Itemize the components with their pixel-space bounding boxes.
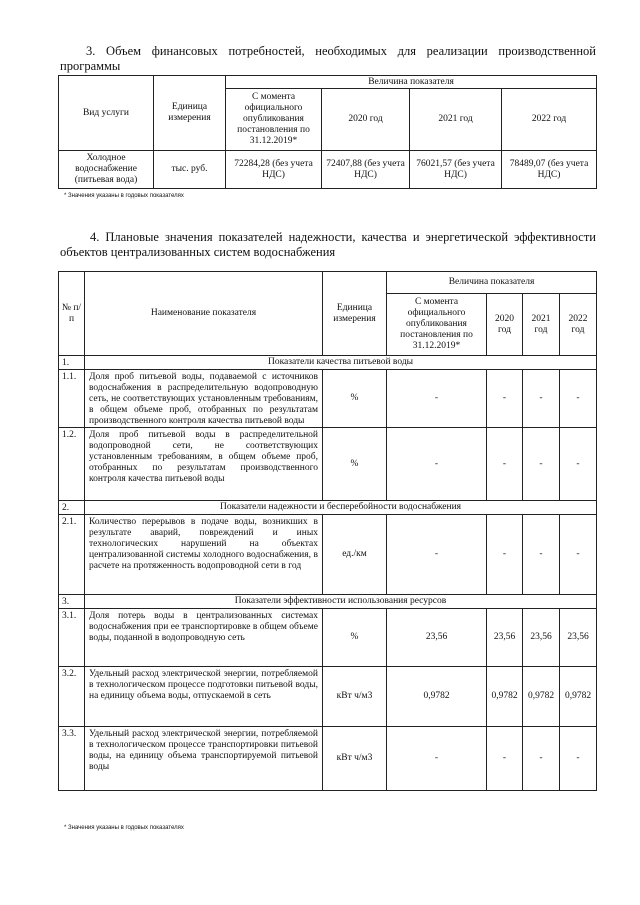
row-unit: ед./км [323, 515, 387, 595]
row-unit: % [323, 370, 387, 428]
row-since: 23,56 [387, 609, 487, 667]
header-2022: 2022 год [560, 294, 597, 356]
header-since: С момента официального опубликования постановления по 31.12.2019* [226, 89, 322, 151]
row-since: - [387, 428, 487, 501]
row-num: 1.1. [59, 370, 85, 428]
cell-since: 72284,28 (без учета НДС) [226, 151, 322, 189]
row-unit: кВт ч/м3 [323, 667, 387, 727]
row-num: 2.1. [59, 515, 85, 595]
row-num: 3.3. [59, 727, 85, 791]
table-row [59, 727, 597, 791]
cell-2021: 76021,57 (без учета НДС) [410, 151, 502, 189]
row-unit: % [323, 609, 387, 667]
row-since: - [387, 515, 487, 595]
row-name: Доля проб питьевой воды в распределительной водопроводной сети, не соответствующих установленным требованиям, в общем объеме проб, отобранных по результатам производственного контроля качества питьевой воды [85, 428, 323, 501]
row-2020: - [487, 370, 523, 428]
table-row [59, 515, 597, 595]
header-2021: 2021 год [523, 294, 560, 356]
header-2020: 2020 год [322, 89, 410, 151]
row-num: 1.2. [59, 428, 85, 501]
header-unit: Единица измерения [154, 76, 226, 151]
row-2021: 23,56 [523, 609, 560, 667]
row-2020: - [487, 515, 523, 595]
row-2020: 0,9782 [487, 667, 523, 727]
row-2022: - [560, 727, 597, 791]
header-2021: 2021 год [410, 89, 502, 151]
header-2022: 2022 год [502, 89, 597, 151]
row-2021: - [523, 515, 560, 595]
header-service: Вид услуги [59, 76, 154, 151]
row-2022: - [560, 428, 597, 501]
cell-service: Холодное водоснабжение (питьевая вода) [59, 151, 154, 189]
row-2022: - [560, 515, 597, 595]
section-3-title: 3. Объем финансовых потребностей, необходимых для реализации производственной программы [60, 44, 596, 73]
footnote: * Значения указаны в годовых показателях [64, 825, 184, 831]
section-num: 3. [59, 595, 85, 609]
row-2021: - [523, 727, 560, 791]
header-unit: Единица измерения [323, 272, 387, 356]
header-2020: 2020 год [487, 294, 523, 356]
section-num: 1. [59, 356, 85, 370]
section-num: 2. [59, 501, 85, 515]
row-2022: 23,56 [560, 609, 597, 667]
row-2021: - [523, 428, 560, 501]
section-row [59, 356, 597, 370]
table-row [59, 151, 597, 189]
row-unit: кВт ч/м3 [323, 727, 387, 791]
table-row [59, 609, 597, 667]
row-num: 3.1. [59, 609, 85, 667]
section-row [59, 595, 597, 609]
section-row [59, 501, 597, 515]
header-value-group: Величина показателя [226, 76, 597, 89]
row-2022: - [560, 370, 597, 428]
cell-2020: 72407,88 (без учета НДС) [322, 151, 410, 189]
row-2020: - [487, 727, 523, 791]
row-2021: - [523, 370, 560, 428]
row-since: 0,9782 [387, 667, 487, 727]
row-2020: 23,56 [487, 609, 523, 667]
financial-needs-table [58, 75, 597, 189]
header-value-group: Величина показателя [387, 272, 597, 294]
footnote: * Значения указаны в годовых показателях [64, 193, 184, 199]
section-title: Показатели эффективности использования ресурсов [85, 595, 597, 609]
header-since: С момента официального опубликования постановления по 31.12.2019* [387, 294, 487, 356]
row-since: - [387, 727, 487, 791]
table-row [59, 370, 597, 428]
cell-2022: 78489,07 (без учета НДС) [502, 151, 597, 189]
row-num: 3.2. [59, 667, 85, 727]
section-4-title: 4. Плановые значения показателей надежности, качества и энергетической эффективности объектов централизованных систем водоснабжения [60, 230, 596, 259]
row-since: - [387, 370, 487, 428]
row-name: Доля проб питьевой воды, подаваемой с источников водоснабжения в распределительную водопроводную сеть, не соответствующих установленным требованиям, в общем объеме проб, отобранных по результатам производственного контроля качества питьевой воды [85, 370, 323, 428]
indicators-table [58, 271, 597, 791]
header-name: Наименование показателя [85, 272, 323, 356]
row-name: Количество перерывов в подаче воды, возникших в результате аварий, повреждений и иных технологических нарушений на объектах централизованной системы холодного водоснабжения, в расчете на протяженность водопроводной сети в год [85, 515, 323, 595]
row-name: Доля потерь воды в централизованных системах водоснабжения при ее транспортировке в общем объеме воды, поданной в водопроводную сеть [85, 609, 323, 667]
row-unit: % [323, 428, 387, 501]
row-2020: - [487, 428, 523, 501]
row-name: Удельный расход электрической энергии, потребляемой в технологическом процессе транспортировки питьевой воды, на единицу объема транспортируемой питьевой воды [85, 727, 323, 791]
table-row [59, 428, 597, 501]
row-2022: 0,9782 [560, 667, 597, 727]
row-name: Удельный расход электрической энергии, потребляемой в технологическом процессе подготовки питьевой воды, на единицу объема воды, отпускаемой в сеть [85, 667, 323, 727]
header-num: № п/п [59, 272, 85, 356]
table-row [59, 667, 597, 727]
section-title: Показатели надежности и бесперебойности водоснабжения [85, 501, 597, 515]
row-2021: 0,9782 [523, 667, 560, 727]
cell-unit: тыс. руб. [154, 151, 226, 189]
section-title: Показатели качества питьевой воды [85, 356, 597, 370]
